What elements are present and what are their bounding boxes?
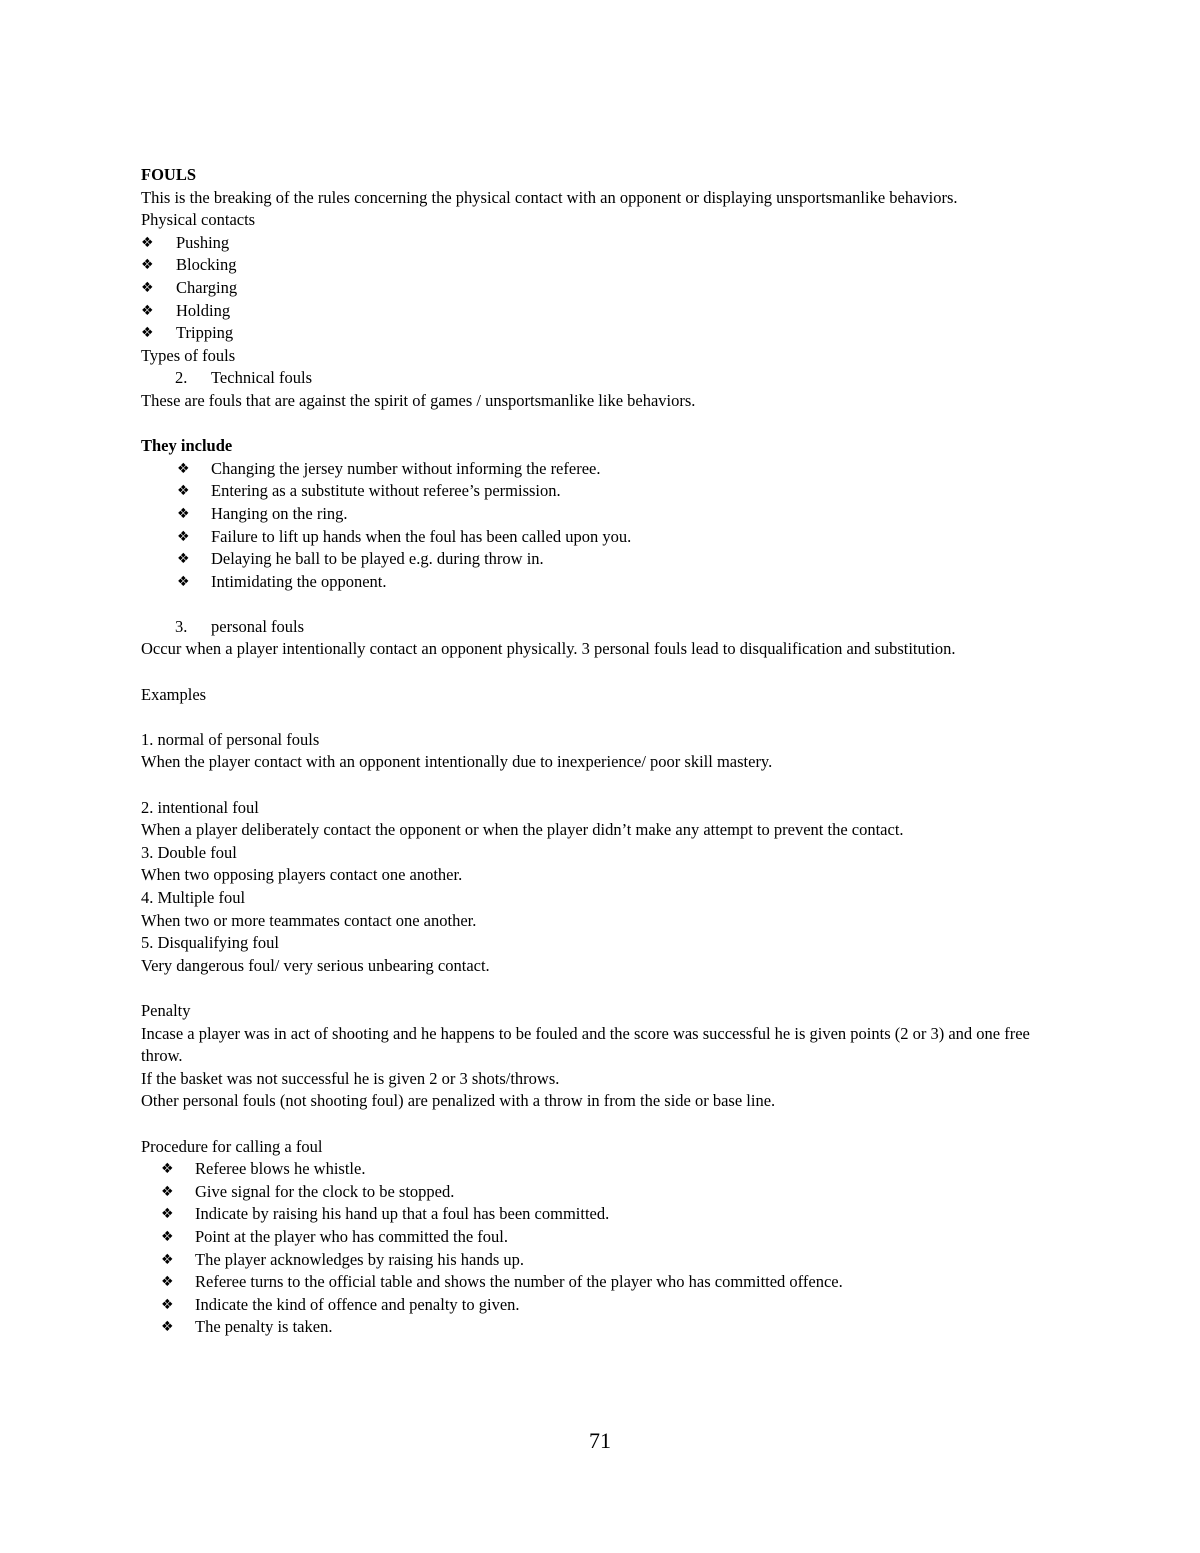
list-item: ❖ Holding bbox=[141, 300, 1061, 323]
example-title: 1. normal of personal fouls bbox=[141, 729, 320, 749]
list-item: ❖ Tripping bbox=[141, 322, 1061, 345]
they-include-heading: They include bbox=[141, 436, 233, 456]
bullet-icon: ❖ bbox=[161, 1183, 174, 1200]
bullet-icon: ❖ bbox=[177, 528, 190, 545]
personal-fouls-item: 3. personal fouls bbox=[175, 616, 305, 636]
list-item: ❖ The player acknowledges by raising his hands up. bbox=[141, 1249, 1061, 1272]
list-item: ❖ Failure to lift up hands when the foul has been called upon you. bbox=[141, 526, 1061, 549]
bullet-icon: ❖ bbox=[177, 505, 190, 522]
bullet-icon: ❖ bbox=[177, 551, 190, 568]
bullet-icon: ❖ bbox=[161, 1206, 174, 1223]
document-page bbox=[141, 164, 1061, 1339]
example-title: 2. intentional foul bbox=[141, 797, 259, 817]
bullet-icon: ❖ bbox=[161, 1161, 174, 1178]
bullet-icon: ❖ bbox=[177, 573, 190, 590]
list-item: ❖ Indicate by raising his hand up that a foul has been committed. bbox=[141, 1203, 1061, 1226]
list-item: ❖ Point at the player who has committed the foul. bbox=[141, 1226, 1061, 1249]
technical-fouls-item: 2. Technical fouls bbox=[175, 368, 313, 388]
list-item: ❖ Referee blows he whistle. bbox=[141, 1158, 1061, 1181]
list-item: ❖ The penalty is taken. bbox=[141, 1316, 1061, 1339]
example-description: When a player deliberately contact the opponent or when the player didn’t make any attempt to prevent the contact. bbox=[141, 820, 904, 840]
list-item: ❖ Pushing bbox=[141, 232, 1061, 255]
penalty-heading: Penalty bbox=[141, 1000, 191, 1020]
technical-fouls-description: These are fouls that are against the spirit of games / unsportsmanlike like behaviors. bbox=[141, 390, 696, 410]
bullet-icon: ❖ bbox=[161, 1296, 174, 1313]
bullet-icon: ❖ bbox=[161, 1228, 174, 1245]
list-item: ❖ Referee turns to the official table and shows the number of the player who has committed offence. bbox=[141, 1271, 1061, 1294]
bullet-icon: ❖ bbox=[161, 1251, 174, 1268]
physical-contacts-list bbox=[141, 232, 1061, 345]
example-title: 5. Disqualifying foul bbox=[141, 933, 279, 953]
list-item: ❖ Changing the jersey number without informing the referee. bbox=[141, 458, 1061, 481]
example-title: 4. Multiple foul bbox=[141, 888, 246, 907]
example-description: When two opposing players contact one another. bbox=[141, 865, 463, 885]
types-of-fouls-heading: Types of fouls bbox=[141, 345, 236, 365]
bullet-icon: ❖ bbox=[141, 302, 154, 319]
bullet-icon: ❖ bbox=[177, 460, 190, 477]
technical-fouls-list bbox=[141, 458, 1061, 594]
example-description: When two or more teammates contact one another. bbox=[141, 910, 477, 930]
penalty-paragraph: Incase a player was in act of shooting and he happens to be fouled and the score was successful he is given points (2 or 3) and one free throw. bbox=[141, 1023, 1030, 1066]
bullet-icon: ❖ bbox=[161, 1319, 174, 1336]
penalty-paragraph: If the basket was not successful he is given 2 or 3 shots/throws. bbox=[141, 1068, 560, 1088]
list-item: ❖ Blocking bbox=[141, 254, 1061, 277]
bullet-icon: ❖ bbox=[141, 257, 154, 274]
list-item: ❖ Intimidating the opponent. bbox=[141, 571, 1061, 594]
example-description: Very dangerous foul/ very serious unbearing contact. bbox=[141, 955, 490, 975]
bullet-icon: ❖ bbox=[141, 234, 154, 251]
list-item: ❖ Indicate the kind of offence and penalty to given. bbox=[141, 1294, 1061, 1317]
examples-heading: Examples bbox=[141, 684, 207, 704]
procedure-heading: Procedure for calling a foul bbox=[141, 1136, 323, 1156]
list-item: ❖ Delaying he ball to be played e.g. during throw in. bbox=[141, 548, 1061, 571]
personal-fouls-description: Occur when a player intentionally contact an opponent physically. 3 personal fouls lead to disqualification and substitution. bbox=[141, 639, 956, 659]
list-item: ❖ Give signal for the clock to be stopped. bbox=[141, 1181, 1061, 1204]
page-heading: FOULS bbox=[141, 165, 197, 184]
list-item: ❖ Entering as a substitute without referee’s permission. bbox=[141, 480, 1061, 503]
bullet-icon: ❖ bbox=[177, 483, 190, 500]
list-item: ❖ Hanging on the ring. bbox=[141, 503, 1061, 526]
bullet-icon: ❖ bbox=[141, 279, 154, 296]
intro-paragraph: This is the breaking of the rules concerning the physical contact with an opponent or displaying unsportsmanlike behaviors. bbox=[141, 187, 958, 207]
bullet-icon: ❖ bbox=[161, 1274, 174, 1291]
example-title: 3. Double foul bbox=[141, 842, 237, 862]
page-number: 71 bbox=[589, 1428, 611, 1453]
list-item: ❖ Charging bbox=[141, 277, 1061, 300]
bullet-icon: ❖ bbox=[141, 325, 154, 342]
physical-contacts-heading: Physical contacts bbox=[141, 210, 256, 230]
penalty-paragraph: Other personal fouls (not shooting foul) are penalized with a throw in from the side or base line. bbox=[141, 1091, 776, 1111]
procedure-list bbox=[141, 1158, 1061, 1339]
example-description: When the player contact with an opponent intentionally due to inexperience/ poor skill mastery. bbox=[141, 752, 773, 772]
